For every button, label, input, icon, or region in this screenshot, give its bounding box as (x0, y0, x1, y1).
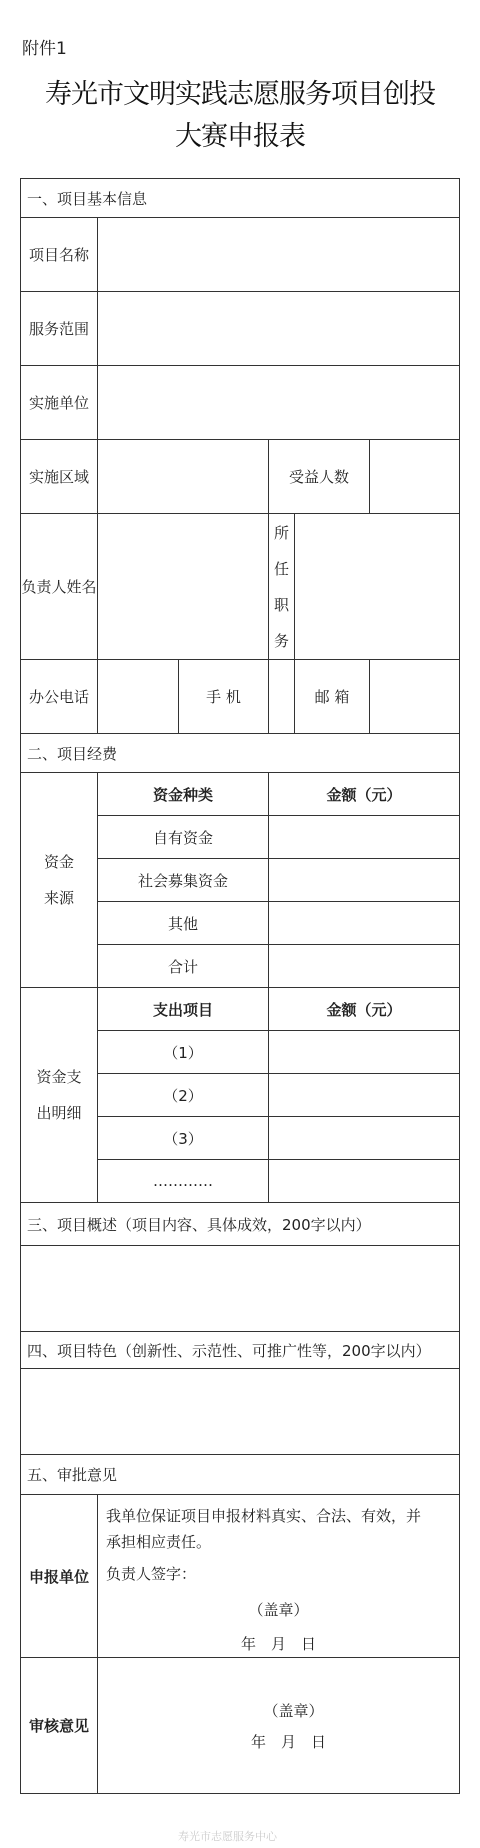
office-phone-field[interactable] (98, 660, 179, 734)
applicant-unit-label: 申报单位 (21, 1495, 98, 1658)
mobile-label: 手 机 (179, 660, 269, 734)
form-title-line1: 寿光市文明实践志愿服务项目创投 (45, 79, 435, 110)
fund-row-amount[interactable] (269, 945, 460, 988)
section5-title: 五、审批意见 (21, 1455, 460, 1495)
implementing-unit-field[interactable] (98, 366, 460, 440)
attachment-label: 附件1 (22, 39, 67, 59)
implementing-area-label: 实施区域 (21, 440, 98, 514)
fund-row-amount[interactable] (269, 902, 460, 945)
review-date-label: 年 月 日 (251, 1732, 327, 1751)
fund-row-amount[interactable] (269, 859, 460, 902)
date-label: 年 月 日 (241, 1635, 317, 1653)
expense-detail-label: 资金支出明细 (21, 988, 98, 1203)
expense-row-amount[interactable] (269, 1074, 460, 1117)
expense-row-amount[interactable] (269, 1117, 460, 1160)
declaration-line2: 承担相应责任。 (106, 1533, 212, 1551)
project-features-field[interactable] (21, 1369, 460, 1455)
email-field[interactable] (370, 660, 460, 734)
service-scope-label: 服务范围 (21, 292, 98, 366)
fund-row-label: 自有资金 (98, 816, 269, 859)
beneficiaries-field[interactable] (370, 440, 460, 514)
expense-row-label: （2） (98, 1074, 269, 1117)
beneficiaries-label: 受益人数 (269, 440, 370, 514)
project-name-field[interactable] (98, 218, 460, 292)
leader-name-label: 负责人姓名 (21, 514, 98, 660)
fund-row-label: 其他 (98, 902, 269, 945)
service-scope-field[interactable] (98, 292, 460, 366)
applicant-declaration[interactable] (98, 1495, 460, 1658)
expense-row-amount[interactable] (269, 1031, 460, 1074)
expense-row-label: （1） (98, 1031, 269, 1074)
section2-title: 二、项目经费 (21, 734, 460, 773)
position-label: 所任职务 (269, 514, 295, 660)
expense-row-label: （3） (98, 1117, 269, 1160)
section3-title: 三、项目概述（项目内容、具体成效，200字以内） (21, 1203, 460, 1246)
fund-row-amount[interactable] (269, 816, 460, 859)
project-name-label: 项目名称 (21, 218, 98, 292)
email-label: 邮 箱 (295, 660, 370, 734)
application-form (20, 178, 460, 1794)
review-seal-label: （盖章） (263, 1701, 324, 1720)
fund-amount-header: 金额（元） (269, 773, 460, 816)
watermark: 寿光市志愿服务中心 (178, 1830, 277, 1843)
expense-item-header: 支出项目 (98, 988, 269, 1031)
seal-label: （盖章） (248, 1601, 309, 1619)
funding-source-label: 资金来源 (21, 773, 98, 988)
declaration-line1: 我单位保证项目申报材料真实、合法、有效，并 (106, 1507, 422, 1525)
position-field[interactable] (295, 514, 460, 660)
mobile-field[interactable] (269, 660, 295, 734)
fund-type-header: 资金种类 (98, 773, 269, 816)
section1-title: 一、项目基本信息 (21, 179, 460, 218)
review-opinion-field[interactable] (98, 1658, 460, 1794)
office-phone-label: 办公电话 (21, 660, 98, 734)
implementing-unit-label: 实施单位 (21, 366, 98, 440)
form-title-line2: 大赛申报表 (175, 121, 305, 152)
section4-title: 四、项目特色（创新性、示范性、可推广性等，200字以内） (21, 1332, 460, 1369)
expense-row-amount[interactable] (269, 1160, 460, 1203)
signature-label: 负责人签字： (106, 1565, 197, 1583)
project-overview-field[interactable] (21, 1246, 460, 1332)
leader-name-field[interactable] (98, 514, 269, 660)
review-opinion-label: 审核意见 (21, 1658, 98, 1794)
expense-row-label: ………… (98, 1160, 269, 1203)
fund-row-label: 合计 (98, 945, 269, 988)
implementing-area-field[interactable] (98, 440, 269, 514)
fund-row-label: 社会募集资金 (98, 859, 269, 902)
expense-amount-header: 金额（元） (269, 988, 460, 1031)
